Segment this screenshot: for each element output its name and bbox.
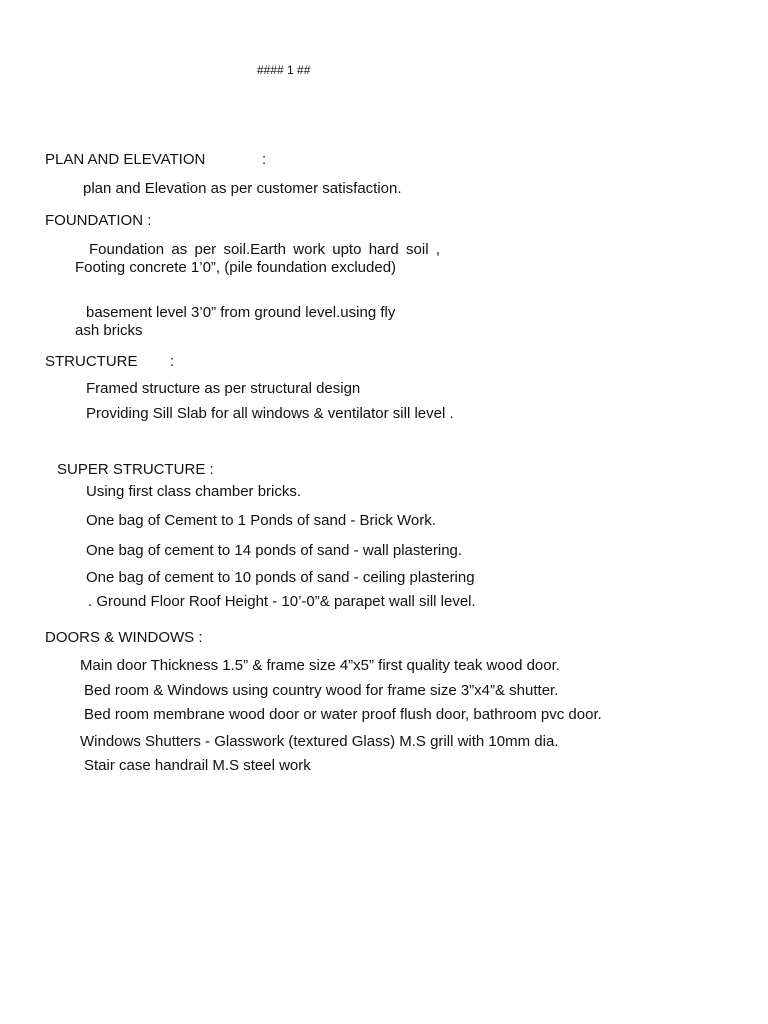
- doors-windows-line-3: Bed room membrane wood door or water proof flush door, bathroom pvc door.: [84, 706, 602, 723]
- super-structure-line-3: One bag of cement to 14 ponds of sand - wall plastering.: [86, 542, 463, 559]
- foundation-paragraph-2-line-2: ash bricks: [75, 322, 143, 339]
- structure-line-2: Providing Sill Slab for all windows & ventilator sill level .: [86, 405, 454, 422]
- super-structure-line-5: . Ground Floor Roof Height - 10’-0”& parapet wall sill level.: [88, 593, 476, 610]
- foundation-heading: FOUNDATION :: [45, 212, 152, 229]
- super-structure-line-2: One bag of Cement to 1 Ponds of sand - Brick Work.: [86, 512, 436, 529]
- plan-line-1: plan and Elevation as per customer satisfaction.: [83, 180, 402, 197]
- super-structure-line-1: Using first class chamber bricks.: [86, 483, 302, 500]
- doors-windows-line-4: Windows Shutters - Glasswork (textured Glass) M.S grill with 10mm dia.: [80, 733, 559, 750]
- plan-heading: PLAN AND ELEVATION: [45, 151, 206, 168]
- structure-heading: STRUCTURE: [45, 353, 138, 370]
- foundation-paragraph-2-line-1: basement level 3’0” from ground level.using fly: [86, 304, 396, 321]
- structure-line-1: Framed structure as per structural design: [86, 380, 361, 397]
- doors-windows-line-5: Stair case handrail M.S steel work: [84, 757, 311, 774]
- doors-windows-line-2: Bed room & Windows using country wood for frame size 3”x4”& shutter.: [84, 682, 559, 699]
- doors-windows-line-1: Main door Thickness 1.5” & frame size 4”x5” first quality teak wood door.: [80, 657, 560, 674]
- super-structure-heading: SUPER STRUCTURE :: [57, 461, 214, 478]
- page-marker: #### 1 ##: [257, 63, 311, 77]
- super-structure-line-4: One bag of cement to 10 ponds of sand - ceiling plastering: [86, 569, 475, 586]
- foundation-paragraph-1: Foundation as per soil.Earth work upto hard soil , Footing concrete 1’0”, (pile foundation excluded): [75, 241, 440, 276]
- structure-heading-colon: :: [170, 353, 175, 370]
- plan-heading-colon: :: [262, 151, 267, 168]
- doors-windows-heading: DOORS & WINDOWS :: [45, 629, 203, 646]
